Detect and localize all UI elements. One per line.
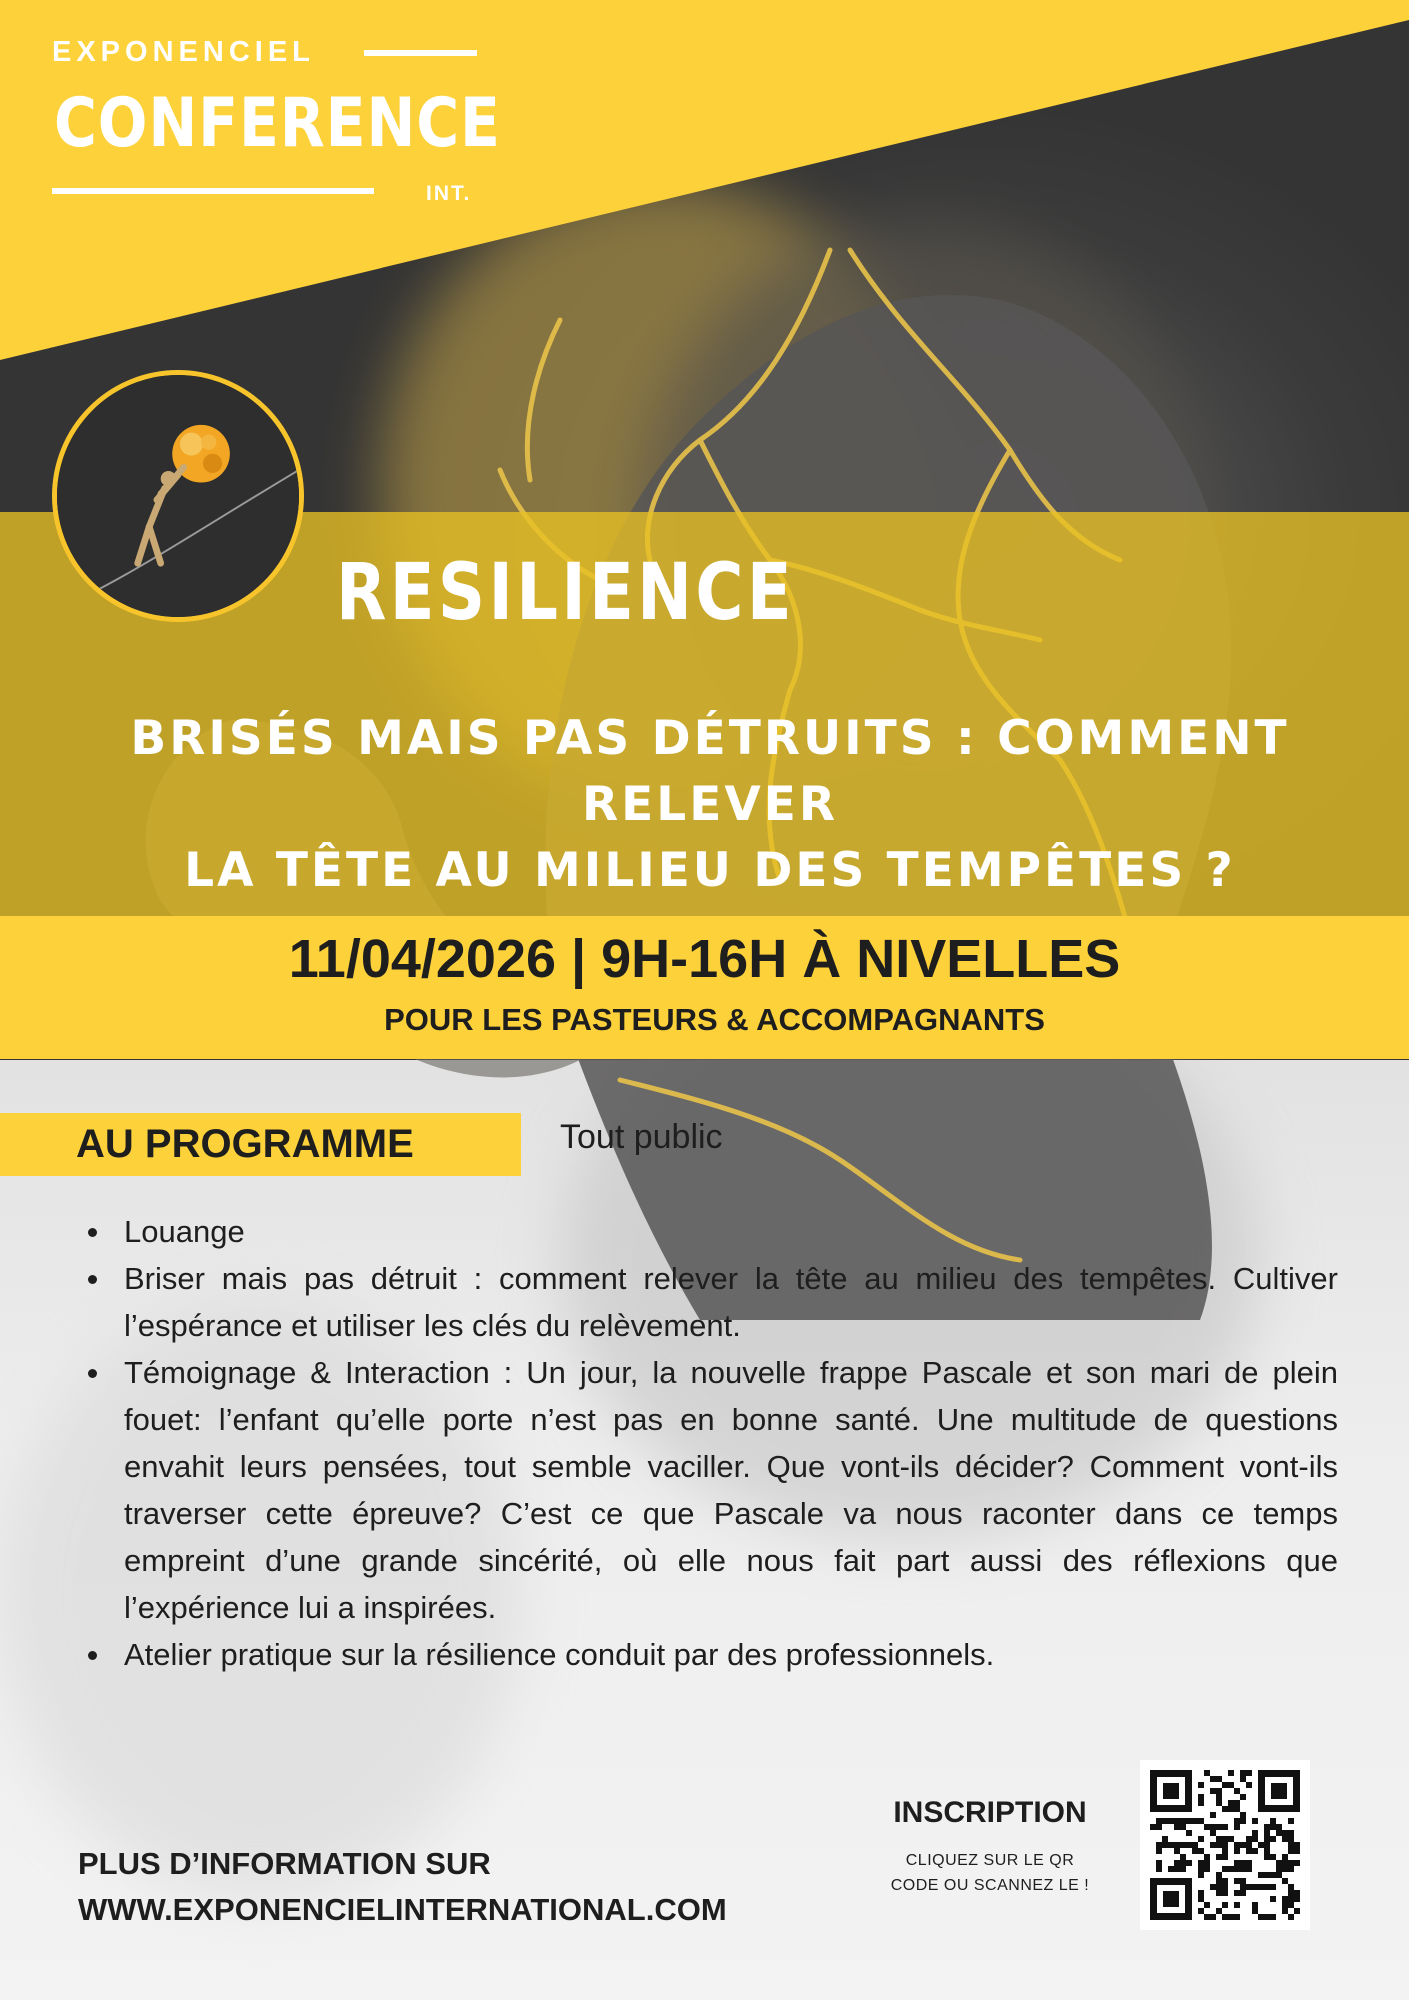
program-label: AU PROGRAMME (0, 1113, 521, 1176)
list-item: Témoignage & Interaction : Un jour, la nouvelle frappe Pascale et son mari de plein fouet: l’enfant qu’elle porte n’est pas en bonne santé. Une multitude de questions envahit leurs pensées, tout semble vaciller. Que vont-ils décider? Comment vont-ils traverser cette épreuve? C’est ce que Pascale va nous raconter dans ce temps empreint d’une grande sincérité, où elle nous fait part aussi des réflexions que l’expérience lui a inspirées. (124, 1349, 1338, 1631)
brand-name-main: CONFERENCE (54, 84, 501, 163)
qr-code-icon[interactable] (1140, 1760, 1310, 1930)
brand-name-top: EXPONENCIEL (52, 36, 315, 68)
event-title: RESILIENCE (336, 548, 795, 638)
event-date-location: 11/04/2026 | 9H-16H À NIVELLES (288, 929, 1121, 989)
public-note: Tout public (560, 1118, 723, 1156)
program-list (80, 1208, 1338, 1678)
brand-rule-bottom (52, 188, 374, 194)
brand-rule-top (364, 50, 477, 56)
figure-pushing-boulder-icon (52, 370, 304, 622)
list-item: Louange (124, 1208, 1338, 1255)
subtitle-line: BRISÉS MAIS PAS DÉTRUITS : COMMENT RELEVER (130, 711, 1290, 832)
more-info-label: PLUS D’INFORMATION SUR (78, 1846, 491, 1881)
event-subtitle (60, 706, 1360, 904)
brand-suffix: INT. (426, 182, 472, 205)
event-audience: POUR LES PASTEURS & ACCOMPAGNANTS (384, 1002, 1045, 1037)
list-item: Briser mais pas détruit : comment relever la tête au milieu des tempêtes. Cultiver l’espérance et utiliser les clés du relèvement. (124, 1255, 1338, 1349)
subtitle-line: LA TÊTE AU MILIEU DES TEMPÊTES ? (184, 843, 1236, 898)
inscription-title: INSCRIPTION (893, 1796, 1087, 1829)
inscription-note (865, 1848, 1115, 1898)
list-item: Atelier pratique sur la résilience conduit par des professionnels. (124, 1631, 1338, 1678)
inscription-note-line: CLIQUEZ SUR LE QR (905, 1852, 1075, 1869)
inscription-note-line: CODE OU SCANNEZ LE ! (890, 1877, 1090, 1894)
website-link[interactable]: WWW.EXPONENCIELINTERNATIONAL.COM (78, 1892, 727, 1927)
